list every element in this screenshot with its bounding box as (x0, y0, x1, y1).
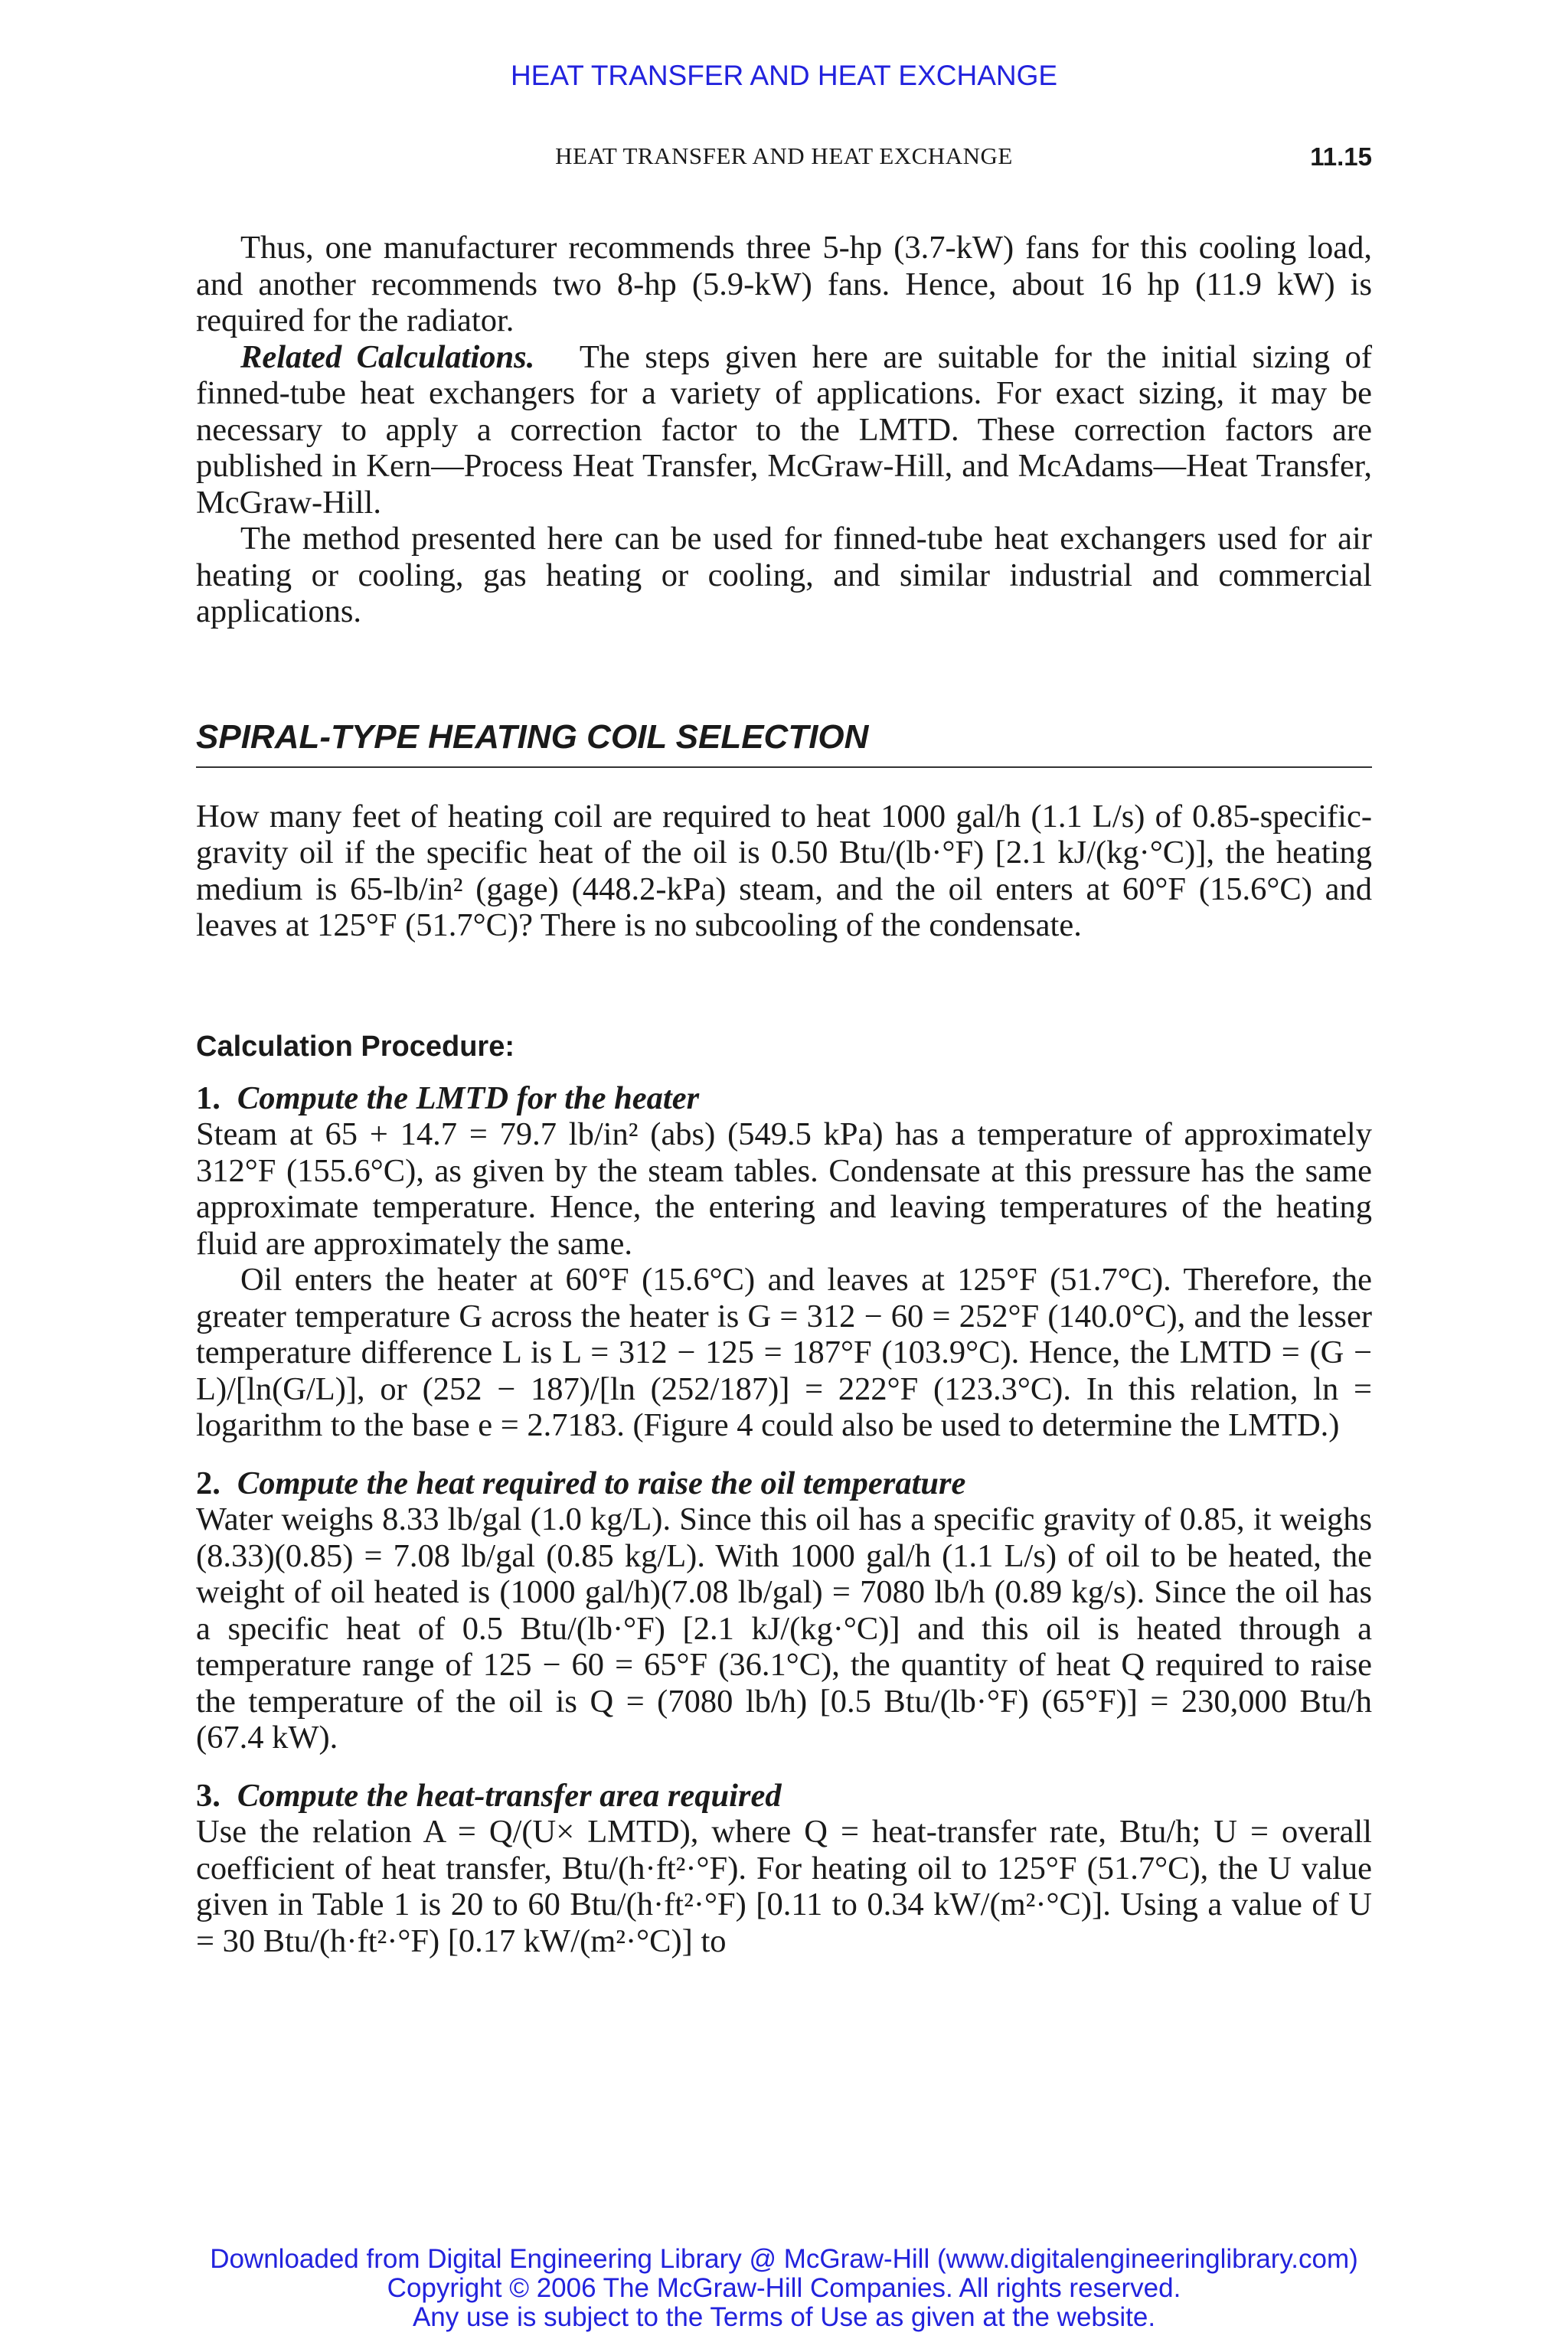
step-paragraph: Steam at 65 + 14.7 = 79.7 lb/in² (abs) (549.5 kPa) has a temperature of approximately 312°F (155.6°C), as given by the steam tables. Condensate at this pressure has the same approximate temperature. Hence, the entering and leaving temperatures of the heating fluid are approximately the same. (196, 1116, 1372, 1262)
step-paragraph: Water weighs 8.33 lb/gal (1.0 kg/L). Since this oil has a specific gravity of 0.85, it weighs (8.33)(0.85) = 7.08 lb/gal (0.85 kg/L). With 1000 gal/h (1.1 L/s) of oil to be heated, the weight of oil heated is (1000 gal/h)(7.08 lb/gal) = 7080 lb/h (0.89 kg/s). Since the oil has a specific heat of 0.5 Btu/(lb·°F) [2.1 kJ/(kg·°C)] and this oil is heated through a temperature range of 125 − 60 = 65°F (36.1°C), the quantity of heat Q required to raise the temperature of the oil is Q = (7080 lb/h) [0.5 Btu/(lb·°F) (65°F)] = 230,000 Btu/h (67.4 kW). (196, 1501, 1372, 1756)
step-heading (196, 1080, 1372, 1117)
section-heading: SPIRAL-TYPE HEATING COIL SELECTION (196, 716, 1372, 768)
step-number: 1. (196, 1080, 220, 1116)
related-calculations-text: The steps given here are suitable for the initial sizing of finned-tube heat exchangers for a variety of applications. For exact sizing, it may be necessary to apply a correction factor to the LMTD. These correction factors are published in Kern—Process Heat Transfer, McGraw-Hill, and McAdams—Heat Transfer, McGraw-Hill. (196, 338, 1373, 521)
page-number: 11.15 (1310, 142, 1372, 171)
step-2 (196, 1465, 1372, 1756)
intro-paragraph-1: Thus, one manufacturer recommends three 5-hp (3.7-kW) fans for this cooling load, and another recommends two 8-hp (5.9-kW) fans. Hence, about 16 hp (11.9 kW) is required for the radiator. (196, 230, 1372, 338)
step-1 (196, 1080, 1372, 1444)
step-3 (196, 1778, 1372, 1960)
problem-statement: How many feet of heating coil are required to heat 1000 gal/h (1.1 L/s) of 0.85-specific-gravity oil if the specific heat of the oil is 0.50 Btu/(lb·°F) [2.1 kJ/(kg·°C)], the heating medium is 65-lb/in² (gage) (448.2-kPa) steam, and the oil enters at 60°F (15.6°C) and leaves at 125°F (51.7°C)? There is no subcooling of the condensate. (196, 798, 1372, 943)
step-number: 3. (196, 1777, 220, 1814)
step-number: 2. (196, 1465, 220, 1501)
step-title: Compute the LMTD for the heater (237, 1080, 700, 1116)
footer-download-link[interactable]: Downloaded from Digital Engineering Library @ McGraw-Hill (www.digitalengineeringlibrary.com) (210, 2244, 1358, 2274)
footer (0, 2245, 1568, 2332)
step-paragraph: Use the relation A = Q/(U× LMTD), where Q = heat-transfer rate, Btu/h; U = overall coefficient of heat transfer, Btu/(h·ft²·°F). For heating oil to 125°F (51.7°C), the U value given in Table 1 is 20 to 60 Btu/(h·ft²·°F) [0.11 to 0.34 kW/(m²·°C)]. Using a value of U = 30 Btu/(h·ft²·°F) [0.17 kW/(m²·°C)] to (196, 1814, 1372, 1959)
running-head-title: HEAT TRANSFER AND HEAT EXCHANGE (555, 142, 1013, 169)
related-calculations-paragraph (196, 339, 1372, 521)
related-calculations-label: Related Calculations. (240, 338, 535, 375)
step-title: Compute the heat required to raise the oil temperature (237, 1465, 966, 1501)
running-head (196, 142, 1372, 176)
footer-copyright[interactable]: Copyright © 2006 The McGraw-Hill Companies. All rights reserved. (387, 2273, 1181, 2303)
step-heading (196, 1778, 1372, 1815)
step-paragraph: Oil enters the heater at 60°F (15.6°C) and leaves at 125°F (51.7°C). Therefore, the greater temperature G across the heater is G = 312 − 60 = 252°F (140.0°C), and the lesser temperature difference L is L = 312 − 125 = 187°F (103.9°C). Hence, the LMTD = (G − L)/[ln(G/L)], or (252 − 187)/[ln (252/187)] = 222°F (123.3°C). In this relation, ln = logarithm to the base e = 2.7183. (Figure 4 could also be used to determine the LMTD.) (196, 1262, 1372, 1443)
intro-paragraph-3: The method presented here can be used for finned-tube heat exchangers used for air heating or cooling, gas heating or cooling, and similar industrial and commercial applications. (196, 521, 1372, 629)
step-title: Compute the heat-transfer area required (237, 1777, 782, 1814)
procedure-heading: Calculation Procedure: (196, 1030, 514, 1063)
footer-terms[interactable]: Any use is subject to the Terms of Use as given at the website. (412, 2302, 1156, 2332)
step-heading (196, 1465, 1372, 1502)
top-link-header[interactable]: HEAT TRANSFER AND HEAT EXCHANGE (510, 60, 1058, 91)
page-body (196, 230, 1372, 1959)
